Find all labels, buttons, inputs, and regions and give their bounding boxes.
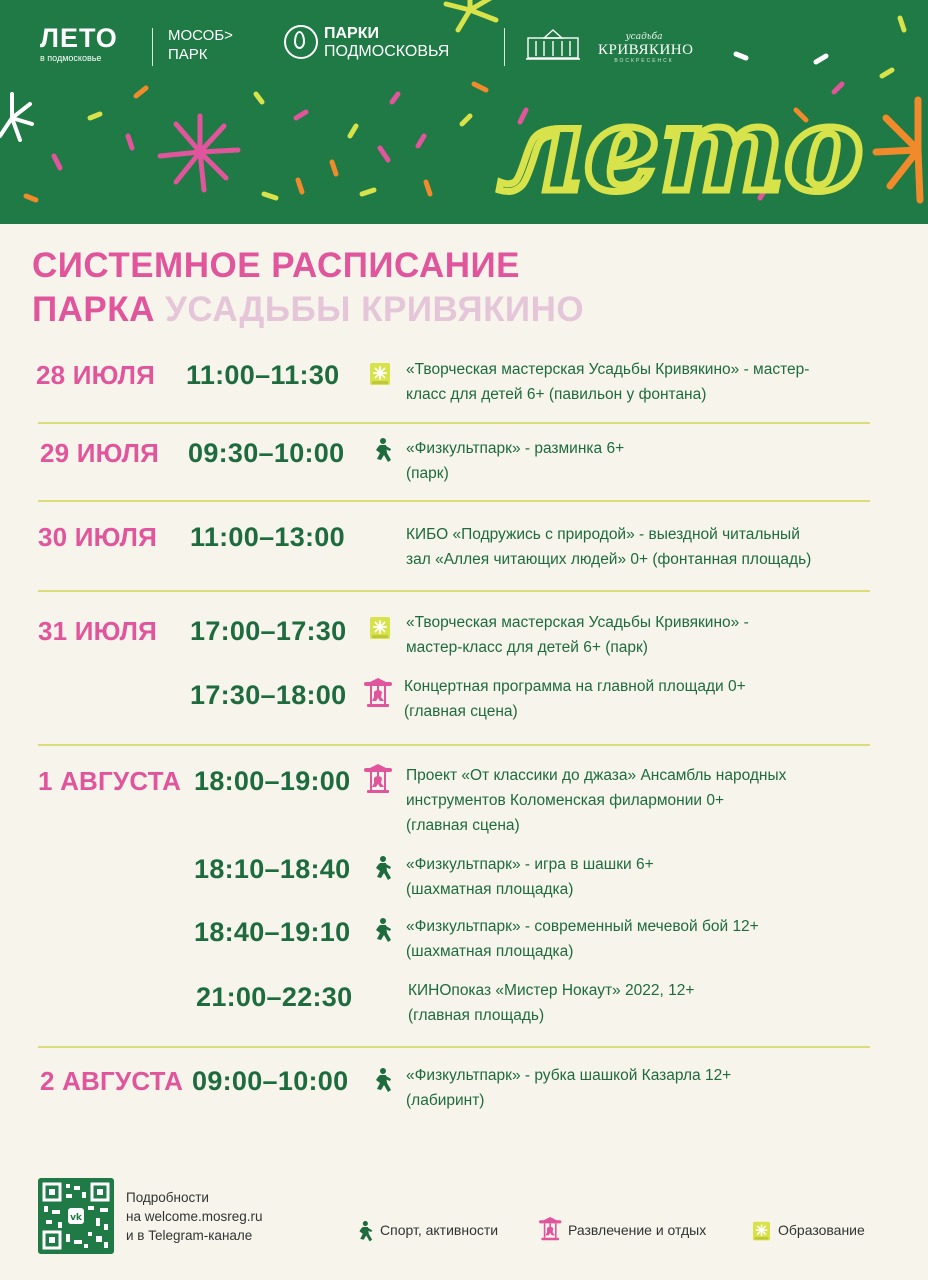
event-desc-line: «Творческая мастерская Усадьбы Кривякино» - bbox=[406, 614, 749, 631]
date-29-july: 29 ИЮЛЯ bbox=[40, 438, 159, 468]
logo-divider-2 bbox=[504, 28, 505, 66]
manor-building-icon bbox=[524, 28, 582, 62]
event-desc bbox=[406, 914, 759, 964]
event-desc-line: «Физкультпарк» - игра в шашки 6+ bbox=[406, 856, 654, 873]
education-icon bbox=[368, 614, 392, 642]
title-line1: СИСТЕМНОЕ РАСПИСАНИЕ bbox=[32, 246, 521, 285]
title-line2-light: УСАДЬБЫ КРИВЯКИНО bbox=[165, 290, 585, 329]
event-desc bbox=[406, 852, 654, 902]
divider bbox=[38, 422, 870, 424]
event-desc-line: «Физкультпарк» - современный мечевой бой 12+ bbox=[406, 918, 759, 935]
title-line2-bold: ПАРКА bbox=[32, 290, 155, 329]
kriv-name: КРИВЯКИНО bbox=[598, 42, 694, 58]
event-desc-line: Проект «От классики до джаза» Ансамбль народных bbox=[406, 767, 787, 784]
sport-icon bbox=[370, 916, 394, 946]
mosobpark-logo bbox=[168, 26, 233, 64]
event-desc bbox=[406, 357, 809, 407]
carousel-icon bbox=[362, 762, 394, 796]
krivyakino-logo bbox=[598, 32, 694, 64]
event-desc-line: класс для детей 6+ (павильон у фонтана) bbox=[406, 386, 707, 403]
time-slot: 11:00–13:00 bbox=[190, 522, 345, 552]
mosob-line1: МОСОБ> bbox=[168, 27, 233, 44]
time-slot: 09:30–10:00 bbox=[188, 438, 345, 468]
time-slot: 18:10–18:40 bbox=[194, 854, 351, 884]
event-desc-line: (шахматная площадка) bbox=[406, 881, 574, 898]
event-desc-line: (главная площадь) bbox=[408, 1007, 545, 1024]
date-1-august: 1 АВГУСТА bbox=[38, 766, 182, 796]
confetti-decoration bbox=[0, 0, 928, 224]
event-desc-line: (главная сцена) bbox=[404, 703, 518, 720]
time-slot: 17:30–18:00 bbox=[190, 680, 347, 710]
divider bbox=[38, 744, 870, 746]
leaf-icon bbox=[294, 31, 305, 49]
date-28-july: 28 ИЮЛЯ bbox=[36, 360, 155, 390]
legend-sport-icon bbox=[356, 1220, 376, 1246]
leto-logo bbox=[40, 24, 118, 63]
legend-sport: Спорт, активности bbox=[380, 1222, 499, 1238]
footer-line1: Подробности bbox=[126, 1190, 209, 1205]
time-slot: 18:00–19:00 bbox=[194, 766, 351, 796]
divider bbox=[38, 500, 870, 502]
kriv-script: усадьба bbox=[625, 32, 663, 42]
kriv-sub: ВОСКРЕСЕНСК bbox=[614, 58, 674, 64]
leto-logo-text: ЛЕТО bbox=[40, 23, 118, 53]
legend-edu: Образование bbox=[778, 1222, 865, 1238]
mosob-line2: ПАРК bbox=[168, 46, 208, 63]
qr-code[interactable] bbox=[38, 1178, 114, 1254]
date-30-july: 30 ИЮЛЯ bbox=[38, 522, 157, 552]
event-desc-line: Концертная программа на главной площади 0+ bbox=[404, 678, 746, 695]
sport-icon bbox=[370, 854, 394, 884]
event-desc-line: «Физкультпарк» - разминка 6+ bbox=[406, 440, 625, 457]
event-desc bbox=[406, 522, 811, 572]
divider bbox=[38, 1046, 870, 1048]
legend-education-icon bbox=[752, 1220, 774, 1244]
event-desc bbox=[406, 1063, 731, 1113]
event-desc-line: «Творческая мастерская Усадьбы Кривякино» - мастер- bbox=[406, 361, 810, 378]
sport-icon bbox=[370, 1066, 394, 1096]
event-desc-line: (парк) bbox=[406, 465, 449, 482]
event-desc bbox=[406, 436, 624, 486]
legend-carousel-icon bbox=[538, 1216, 564, 1246]
header-banner bbox=[0, 0, 928, 224]
footer-line2[interactable]: на welcome.mosreg.ru bbox=[126, 1209, 263, 1224]
leto-lettering: лето bbox=[498, 79, 864, 218]
svg-text:vk: vk bbox=[70, 1213, 82, 1223]
education-icon bbox=[368, 360, 392, 388]
time-slot: 17:00–17:30 bbox=[190, 616, 347, 646]
time-slot: 11:00–11:30 bbox=[186, 360, 340, 390]
page-title bbox=[32, 244, 584, 332]
event-desc-line: КИБО «Подружись с природой» - выездной читальный bbox=[406, 526, 800, 543]
event-desc bbox=[408, 978, 694, 1028]
event-desc-line: (лабиринт) bbox=[406, 1092, 485, 1109]
event-desc-line: мастер-класс для детей 6+ (парк) bbox=[406, 639, 648, 656]
event-desc-line: (шахматная площадка) bbox=[406, 943, 574, 960]
event-desc bbox=[406, 610, 749, 660]
event-desc-line: КИНОпоказ «Мистер Нокаут» 2022, 12+ bbox=[408, 982, 695, 999]
parki-line2: ПОДМОСКОВЬЯ bbox=[324, 43, 450, 60]
date-31-july: 31 ИЮЛЯ bbox=[38, 616, 157, 646]
parki-line1: ПАРКИ bbox=[324, 25, 379, 42]
time-slot: 09:00–10:00 bbox=[192, 1066, 349, 1096]
footer-info bbox=[126, 1188, 263, 1245]
time-slot: 21:00–22:30 bbox=[196, 982, 353, 1012]
sport-icon bbox=[370, 436, 394, 466]
logo-divider bbox=[152, 28, 153, 66]
legend-fun: Развлечение и отдых bbox=[568, 1222, 707, 1238]
event-desc-line: «Физкультпарк» - рубка шашкой Казарла 12+ bbox=[406, 1067, 732, 1084]
time-slot: 18:40–19:10 bbox=[194, 917, 351, 947]
event-desc bbox=[406, 763, 786, 838]
date-2-august: 2 АВГУСТА bbox=[40, 1066, 184, 1096]
leto-logo-sub: в подмосковье bbox=[40, 53, 102, 63]
event-desc-line: инструментов Коломенская филармонии 0+ bbox=[406, 792, 725, 809]
event-desc bbox=[404, 674, 746, 724]
event-desc-line: зал «Аллея читающих людей» 0+ (фонтанная площадь) bbox=[406, 551, 812, 568]
event-desc-line: (главная сцена) bbox=[406, 817, 520, 834]
carousel-icon bbox=[362, 676, 394, 710]
divider bbox=[38, 590, 870, 592]
footer-line3[interactable]: и в Telegram-канале bbox=[126, 1228, 253, 1243]
